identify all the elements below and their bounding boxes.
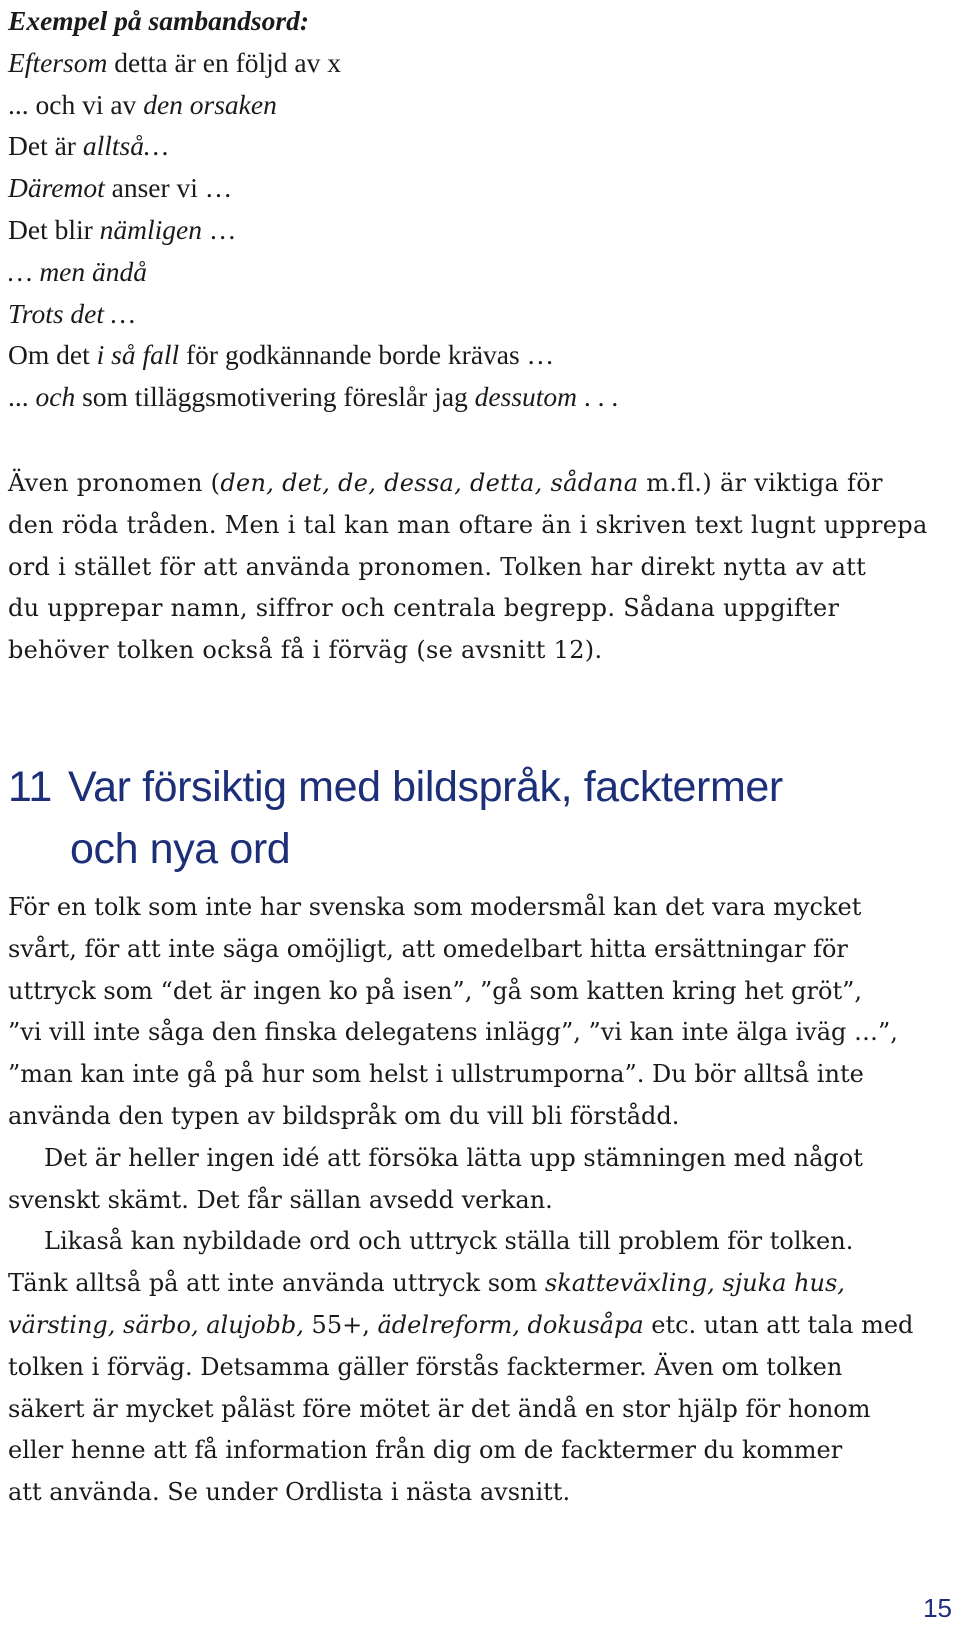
example-line: Det är alltså…	[8, 130, 169, 162]
body-line: säkert är mycket påläst före mötet är det ändå en stor hjälp för honom	[8, 1394, 871, 1423]
body-line: uttryck som “det är ingen ko på isen”, ”gå som katten kring het gröt”,	[8, 976, 863, 1005]
section-title-line: och nya ord	[70, 825, 291, 873]
body-line: För en tolk som inte har svenska som modersmål kan det vara mycket	[8, 893, 862, 921]
example-line: Trots det …	[8, 297, 136, 329]
body-line: eller henne att få information från dig om de facktermer du kommer	[8, 1436, 843, 1465]
example-line: … men ändå	[8, 255, 148, 287]
body-line: svårt, för att inte säga omöjligt, att omedelbart hitta ersättningar för	[8, 934, 848, 963]
section-body	[8, 887, 954, 1514]
examples-block	[8, 0, 618, 418]
example-line: ... och vi av den orsaken	[8, 88, 277, 120]
body-line: ”man kan inte gå på hur som helst i ullstrumporna”. Du bör alltså inte	[8, 1060, 864, 1089]
body-line: att använda. Se under Ordlista i nästa avsnitt.	[8, 1478, 571, 1507]
paragraph-line: du upprepar namn, siffror och centrala begrepp. Sådana uppgifter	[8, 594, 840, 623]
body-line: tolken i förväg. Detsamma gäller förstås facktermer. Även om tolken	[8, 1352, 843, 1381]
example-line: ... och som tilläggsmotivering föreslår jag dessutom . . .	[8, 381, 619, 413]
paragraph-line: Även pronomen (den, det, de, dessa, detta, sådana m.fl.) är viktiga för	[8, 469, 883, 497]
example-line: Om det i så fall för godkännande borde krävas …	[8, 339, 555, 371]
body-line: värsting, särbo, alujobb, 55+, ädelreform, dokusåpa etc. utan att tala med	[8, 1310, 914, 1339]
example-line: Eftersom detta är en följd av x	[8, 46, 341, 78]
paragraph-line: den röda tråden. Men i tal kan man oftare än i skriven text lugnt upprepa	[8, 510, 928, 539]
body-line: Likaså kan nybildade ord och uttryck ställa till problem för tolken.	[44, 1227, 854, 1256]
pronoun-paragraph	[8, 463, 954, 672]
body-line: ”vi vill inte såga den finska delegatens inlägg”, ”vi kan inte älga iväg …”,	[8, 1018, 898, 1047]
paragraph-line: ord i stället för att använda pronomen. Tolken har direkt nytta av att	[8, 552, 867, 581]
section-heading	[8, 756, 783, 880]
body-line: Tänk alltså på att inte använda uttryck som skatteväxling, sjuka hus,	[8, 1269, 845, 1298]
page-number: 15	[923, 1593, 952, 1623]
example-line: Det blir nämligen …	[8, 213, 237, 245]
example-line: Däremot anser vi …	[8, 172, 233, 204]
paragraph-line: behöver tolken också få i förväg (se avsnitt 12).	[8, 636, 603, 665]
section-number: 11	[8, 763, 52, 811]
body-line: Det är heller ingen idé att försöka lätta upp stämningen med något	[44, 1143, 863, 1172]
examples-heading: Exempel på sambandsord:	[8, 5, 309, 36]
section-title-line: 11 Var försiktig med bildspråk, facktermer	[8, 756, 783, 818]
body-line: använda den typen av bildspråk om du vill bli förstådd.	[8, 1101, 680, 1130]
body-line: svenskt skämt. Det får sällan avsedd verkan.	[8, 1185, 553, 1214]
